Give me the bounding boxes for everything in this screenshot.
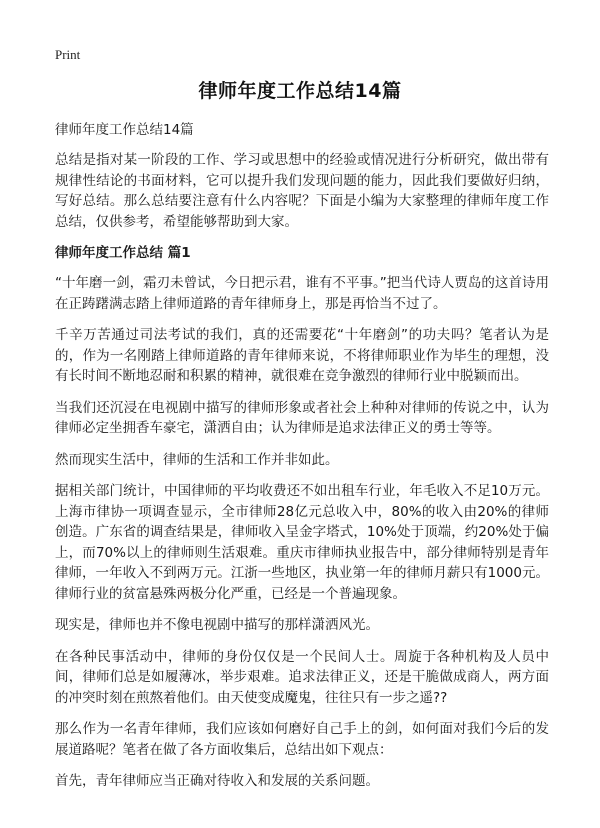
paragraph: 千辛万苦通过司法考试的我们，真的还需要花“十年磨剑”的功夫吗？笔者认为是的，作为一名刚踏上律师道路的青年律师来说，不将律师职业作为毕生的理想，没有长时间不断地忍耐和积累的精神，就很难在竞争激烈的律师行业中脱颖而出。: [55, 327, 549, 384]
intro-paragraph: 总结是指对某一阶段的工作、学习或思想中的经验或情况进行分析研究，做出带有规律性结论的书面材料，它可以提升我们发现问题的能力，因此我们要做好归纳，写好总结。那么总结要注意有什么内容呢？下面是小编为大家整理的律师年度工作总结，仅供参考，希望能够帮助到大家。: [55, 152, 549, 230]
paragraph: 现实是，律师也并不像电视剧中描写的那样潇洒风光。: [55, 617, 379, 633]
article-body: [55, 120, 549, 803]
paragraph: 那么作为一名青年律师，我们应该如何磨好自己手上的剑，如何面对我们今后的发展道路呢？笔者在做了各方面收集后，总结出如下观点：: [55, 721, 549, 758]
paragraph: 当我们还沉浸在电视剧中描写的律师形象或者社会上种种对律师的传说之中，认为律师必定坐拥香车豪宅，潇洒自由；认为律师是追求法律正义的勇士等等。: [55, 399, 549, 436]
print-link[interactable]: Print: [55, 47, 81, 62]
paragraph: 据相关部门统计，中国律师的平均收费还不如出租车行业，年毛收入不足10万元。上海市律协一项调查显示，全市律师28亿元总收入中，80%的收入由20%的律师创造。广东省的调查结果是，律师收入呈金字塔式，10%处于顶端，约20%处于偏上，而70%以上的律师则生活艰难。重庆市律师执业报告中，部分律师特别是青年律师，一年收入不到两万元。江浙一些地区，执业第一年的律师月薪只有1000元。律师行业的贫富悬殊两极分化严重，已经是一个普遍现象。: [55, 483, 549, 602]
paragraph: 在各种民事活动中，律师的身份仅仅是一个民间人士。周旋于各种机构及人员中间，律师们总是如履薄冰，举步艰难。追求法律正义，还是干脆做成商人，两方面的冲突时刻在煎熬着他们。由天使变成魔鬼，往往只有一步之遥??: [55, 648, 549, 706]
document-title: 律师年度工作总结14篇: [198, 80, 402, 102]
article-subtitle: 律师年度工作总结14篇: [55, 122, 194, 138]
paragraph: 首先，青年律师应当正确对待收入和发展的关系问题。: [55, 773, 379, 789]
paragraph: “十年磨一剑，霜刃未曾试，今日把示君，谁有不平事。”把当代诗人贾岛的这首诗用在正踌躇满志踏上律师道路的青年律师身上，那是再恰当不过了。: [55, 275, 549, 312]
section-heading: 律师年度工作总结 篇1: [55, 245, 191, 261]
paragraph: 然而现实生活中，律师的生活和工作并非如此。: [55, 451, 339, 468]
